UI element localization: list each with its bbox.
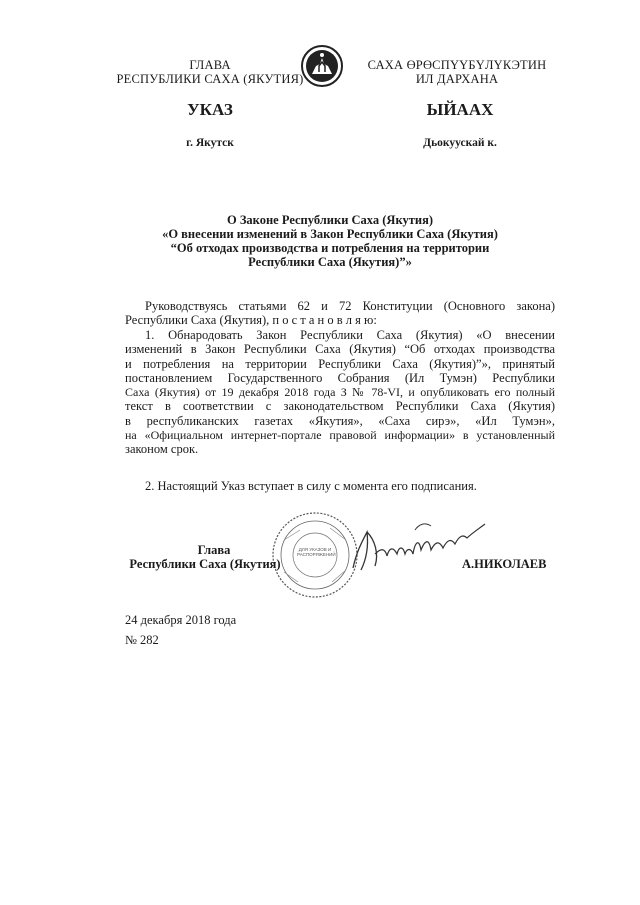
- header-right-line2: ИЛ ДАРХАНА: [415, 72, 499, 86]
- paragraph-2: 2. Настоящий Указ вступает в силу с момента его подписания.: [145, 479, 477, 493]
- signer-name: А.НИКОЛАЕВ: [462, 557, 547, 571]
- title-line2: «О внесении изменений в Закон Республики Саха (Якутия): [162, 227, 498, 241]
- place-right: Дьокуускай к.: [423, 137, 497, 149]
- signer-role: [125, 543, 285, 571]
- intro-paragraph: [125, 299, 555, 328]
- header-left: [105, 58, 315, 86]
- title-line3: “Об отходах производства и потребления на территории: [170, 241, 490, 255]
- p1-line5: Саха (Якутия) от 19 декабря 2018 года З № 78-VI, и опубликовать его полный: [125, 385, 555, 400]
- header-right: [352, 58, 562, 86]
- p1-line1: 1. Обнародовать Закон Республики Саха (Якутия) «О внесении: [145, 328, 555, 342]
- sakha-coat-of-arms-icon: [300, 44, 344, 88]
- signer-role-line2: Республики Саха (Якутия): [129, 557, 281, 571]
- p1-line6: текст в соответствии с законодательством Республики Саха (Якутия): [125, 399, 555, 414]
- paragraph-1: [125, 328, 555, 457]
- p1-line3: и потребления на территории Республики Саха (Якутия)”», принятый: [125, 356, 555, 371]
- p1-line4: постановлением Государственного Собрания (Ил Тумэн) Республики: [125, 370, 555, 385]
- title-line4: Республики Саха (Якутия)”»: [248, 255, 412, 269]
- doc-type-left: УКАЗ: [187, 100, 233, 119]
- p1-line7: в республиканских газетах «Якутия», «Саха сирэ», «Ил Тумэн»,: [125, 413, 555, 428]
- document-number: № 282: [125, 633, 159, 647]
- p1-line9: законом срок.: [125, 442, 199, 457]
- intro-line2: Республики Саха (Якутия), п о с т а н о в л я ю:: [125, 313, 377, 328]
- p1-line8: на «Официальном интернет-портале правовой информации» в установленный: [125, 428, 555, 443]
- document-title: [140, 213, 520, 269]
- signer-role-line1: Глава: [197, 543, 231, 557]
- doc-type-right: ЫЙААХ: [426, 100, 494, 119]
- place-left: г. Якутск: [186, 137, 234, 149]
- stamp-text: ДЛЯ УКАЗОВ И РАСПОРЯЖЕНИЙ: [297, 547, 336, 557]
- intro-line1: Руководствуясь статьями 62 и 72 Конституции (Основного закона): [145, 299, 555, 313]
- header-left-line2: РЕСПУБЛИКИ САХА (ЯКУТИЯ): [116, 72, 304, 86]
- p1-line2: изменений в Закон Республики Саха (Якутия) “Об отходах производства: [125, 342, 555, 357]
- header-right-line1: САХА ӨРӨСПҮҮБҮЛҮКЭТИН: [367, 58, 547, 72]
- document-date: 24 декабря 2018 года: [125, 613, 237, 627]
- header-left-line1: ГЛАВА: [189, 58, 231, 72]
- title-line1: О Законе Республики Саха (Якутия): [226, 213, 434, 227]
